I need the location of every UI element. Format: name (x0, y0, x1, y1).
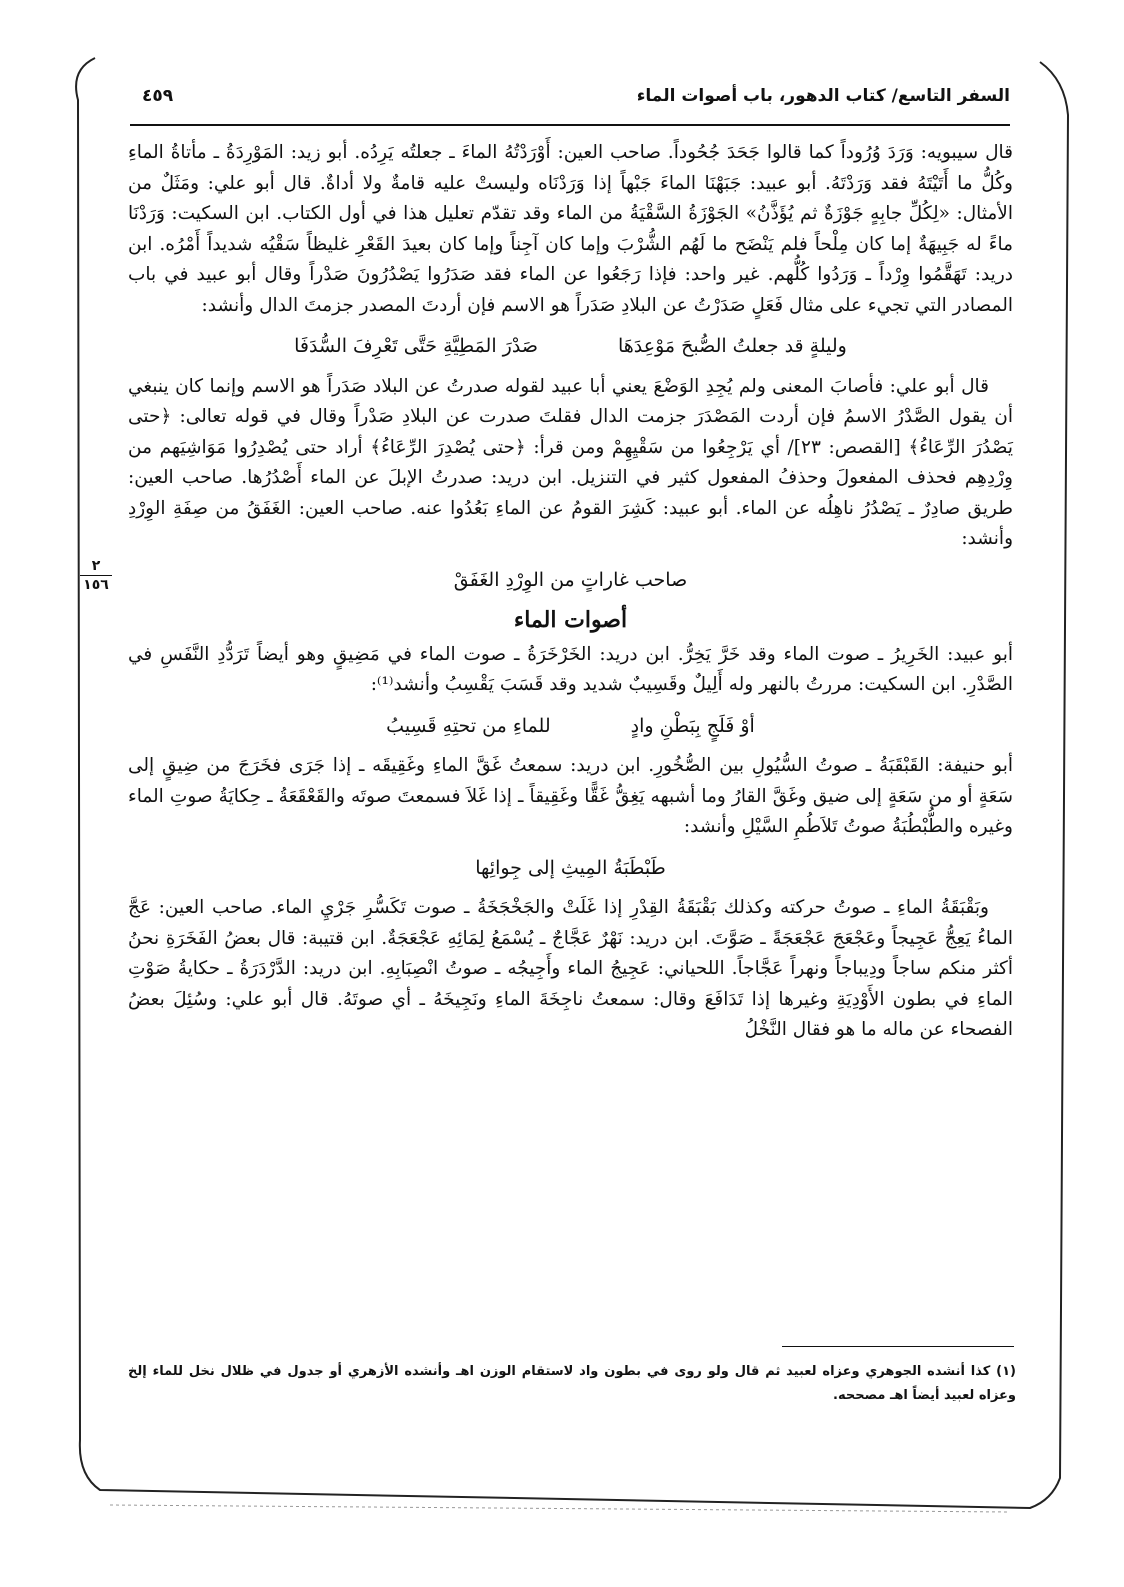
verse-1 (128, 331, 1013, 362)
page-number: ٤٥٩ (142, 86, 174, 106)
section-heading: أصوات الماء (513, 607, 628, 633)
main-text (128, 138, 1013, 1046)
header-title: السفر التاسع/ كتاب الدهور، باب أصوات الماء (636, 86, 1010, 106)
verse-1-second-hemistich: صَدْرَ المَطِيَّةِ حَتَّى تَعْرِفَ السُّدَفَا (294, 335, 538, 357)
margin-reference (74, 558, 118, 593)
margin-reference-bottom: ١٥٦ (83, 577, 109, 593)
running-header (130, 80, 1010, 126)
paragraph-5: وبَقْبَقَةُ الماءِ ـ صوتُ حركته وكذلك بَقْبَقَةُ القِدْرِ إذا غَلَتْ والجَخْجَخَةُ ـ صوت تَكَسُّرِ جَرْيِ الماء. صاحب العين: عَجَّ الماءُ يَعِجُّ عَجِيجاً وعَجْعَجَ عَجْعَجَةً ـ صَوَّتَ. ابن دريد: نَهْرٌ عَجَّاجٌ ـ يُسْمَعُ لِمَائِهِ عَجْعَجَةٌ. ابن قتيبة: قال بعضُ الفَخَرَةِ نحنُ أكثر منكم ساجاً ودِيباجاً ونهراً عَجَّاجاً. اللحياني: عَجِيجُ الماء وأَجِيجُه ـ صوتُ انْصِبَابِهِ. ابن دريد: الدَّرْدَرَةُ ـ حكايةُ صَوْتِ الماءِ في بطون الأَوْدِيَةِ وغيرها إذا تَدَافَعَ وقال: سمعتُ ناجِخَةَ الماءِ ونَجِيخَهُ ـ أي صوتَهُ. قال أبو علي: وسُئِلَ بعضُ الفصحاء عن ماله ما هو فقال النَّخْلُ (128, 897, 1013, 1040)
margin-reference-rule (80, 575, 112, 576)
footnote-separator (782, 1346, 1014, 1347)
margin-reference-top: ٢ (91, 558, 101, 574)
paragraph-1: قال سيبويه: وَرَدَ وُرُوداً كما قالوا جَحَدَ جُحُوداً. صاحب العين: أَوْرَدْتُهُ الماءَ ـ جعلتُه يَرِدُه. أبو زيد: المَوْرِدَةُ ـ مأتاةُ الماءِ وكُلُّ ما أَتَيْتَهُ فقد وَرَدْتَهُ. أبو عبيد: جَبَهْنَا الماءَ جَبْهاً إذا وَرَدْنَاه وليستْ عليه قامةٌ ولا أداةٌ. قال أبو علي: ومَثَلٌ من الأمثال: «لِكُلِّ جابِهٍ جَوْزَةٌ ثم يُؤَذَّنُ» الجَوْزَةُ السَّقْيَةُ من الماء وقد تقدّم تعليل هذا في أول الكتاب. ابن السكيت: وَرَدْنَا ماءً له جَبِيهَةٌ إما كان مِلْحاً فلم يَنْضَح ما لَهُم الشُّرْبَ وإما كان آجِناً وإما كان بعيدَ القَعْرِ غليظاً سَقْيُه شديداً أَمْرُه. ابن دريد: تَهَقَّمُوا وِرْداً ـ وَرَدُوا كُلُّهم. غير واحد: فإذا رَجَعُوا عن الماء فقد صَدَرُوا يَصْدُرُونَ صَدْراً وقال أبو عبيد في باب المصادر التي تجيء على مثال فَعَلٍ صَدَرْتُ عن البلادِ صَدَراً هو الاسم فإن أردتَ المصدر جزمتَ الدال وأنشد: (128, 142, 1013, 316)
verse-3-second-hemistich: للماءِ من تحتِهِ قَسِيبُ (386, 714, 551, 737)
paragraph-3: أبو عبيد: الخَرِيرُ ـ صوت الماء وقد خَرَّ يَخِرُّ. ابن دريد: الخَرْخَرَةُ ـ صوت الماء في مَضِيقٍ وهو أيضاً تَرَدُّدِ النَّفَسِ في الصَّدْرِ. ابن السكيت: مررتُ بالنهر وله أَلِيلٌ وقَسِيبٌ شديد وقد قَسَبَ يَقْسِبُ وأنشد⁽¹⁾: (128, 643, 1013, 695)
verse-1-first-hemistich: وليلةٍ قد جعلتُ الصُّبحَ مَوْعِدَهَا (617, 335, 847, 357)
footnote: (١) كذا أنشده الجوهري وعزاه لعبيد ثم قال ولو روى في بطون واد لاستقام الوزن اهـ وأنشده الأزهري أو جدول في ظلال نخل للماء إلخ وعزاه لعبيد أيضاً اهـ مصححه. (128, 1364, 1016, 1403)
paragraph-2: قال أبو علي: فأصابَ المعنى ولم يُجِدِ الوَضْعَ يعني أبا عبيد لقوله صدرتُ عن البلاد صَدَراً هو الاسم وإنما كان ينبغي أن يقول الصَّدْرُ الاسمُ فإن أردت المَصْدَرَ جزمت الدال فقلتَ صدرت عن البلادِ صَدْراً وقال في قوله تعالى: ﴿حتى يَصْدُرَ الرِّعَاءُ﴾ [القصص: ٢٣]/ أي يَرْجِعُوا من سَقْيِهِمْ ومن قرأ: ﴿حتى يُصْدِرَ الرِّعَاءُ﴾ أراد حتى يُصْدِرُوا مَوَاشِيَهم من وِرْدِهِم فحذف المفعولَ وحذفُ المفعول كثير في التنزيل. ابن دريد: صدرتُ الإبلَ عن الماء أَصْدُرُها. صاحب العين: طريق صادِرٌ ـ يَصْدُرُ ناهِلُه عن الماء. أبو عبيد: كَشِرَ القومُ عن الماءِ بَعُدُوا عنه. صاحب العين: الغَفَقُ من صِفَةِ الوِرْدِ وأنشد: (128, 375, 1013, 549)
verse-2-text: صاحب غاراتٍ من الوِرْدِ الغَفَقْ (453, 568, 688, 591)
verse-3-first-hemistich: أوْ فَلَجٍ بِبَطْنِ وادٍ (630, 714, 755, 737)
paragraph-4: أبو حنيفة: القَبْقَبَةُ ـ صوتُ السُّيُولِ بين الصُّخُورِ. ابن دريد: سمعتُ غَقَّ الماءِ وغَقِيقَه ـ إذا جَرَى فخَرَجَ من ضِيقٍ إلى سَعَةٍ أو من سَعَةٍ إلى ضيق وغَقَّ القارُ وما أشبهه يَغِقُّ غَقًّا وغَقِيقاً ـ إذا غَلاَ فسمعتَ صوتَه والقَعْقَعَةُ ـ حِكايَةُ صوتِ الماء وغيره والطُّبْطُبَةُ صوتُ تَلاَطُمِ السَّيْلِ وأنشد: (128, 755, 1013, 837)
verse-4 (128, 853, 1013, 884)
verse-4-text: طَبْطَبَةُ المِيثِ إلى جِوائِها (475, 856, 666, 879)
verse-3 (128, 711, 1013, 742)
verse-2 (128, 565, 1013, 596)
